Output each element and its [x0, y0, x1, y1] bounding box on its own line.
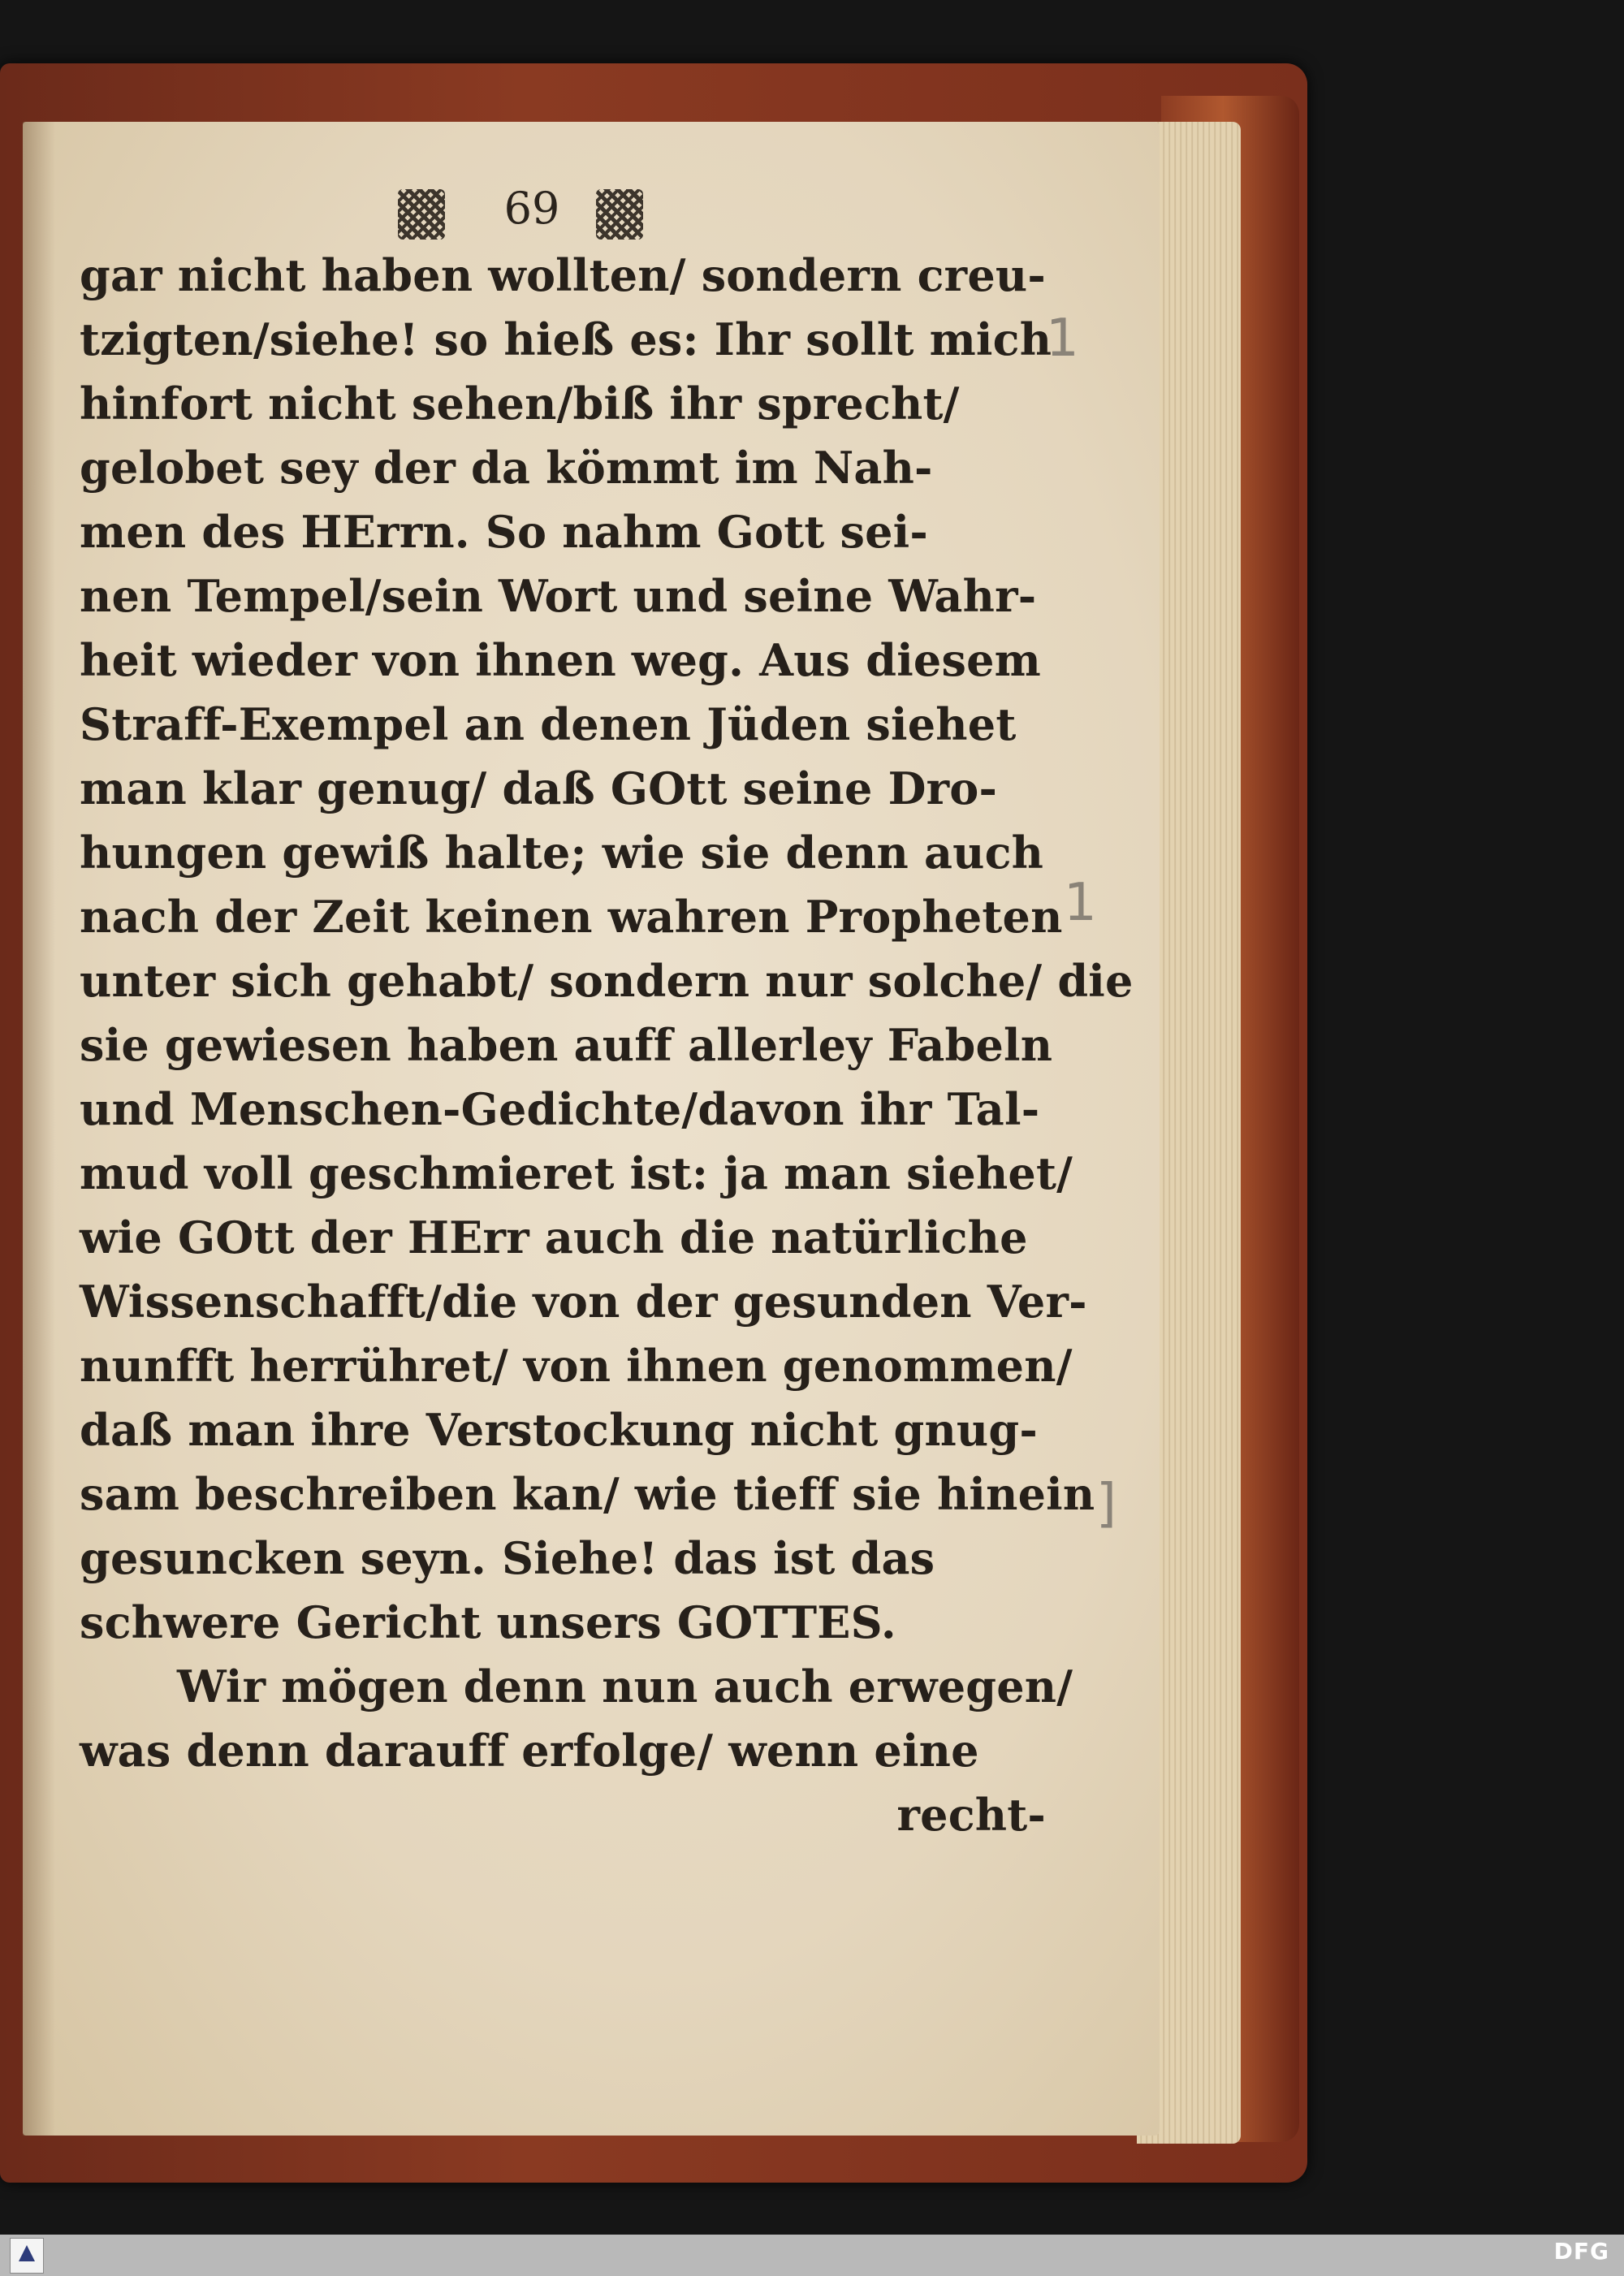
dfg-logo: DFG	[1553, 2238, 1609, 2265]
text-line: daß man ihre Verstockung nicht gnug-	[80, 1404, 1038, 1456]
text-line: gar nicht haben wollten/ sondern creu-	[80, 249, 1046, 301]
text-line: tzigten/siehe! so hieß es: Ihr sollt mich	[80, 313, 1052, 365]
text-line: wie GOtt der HErr auch die natürliche	[80, 1211, 1028, 1263]
margin-mark: 1	[1064, 873, 1097, 933]
text-line: nach der Zeit keinen wahren Propheten	[80, 891, 1063, 943]
text-line: hungen gewiß halte; wie sie denn auch	[80, 827, 1044, 879]
text-line: nunfft herrühret/ von ihnen genommen/	[80, 1340, 1073, 1392]
text-line: was denn darauff erfolge/ wenn eine	[80, 1725, 979, 1777]
text-line: Straff-Exempel an denen Jüden siehet	[80, 698, 1017, 750]
library-mark-icon	[19, 2245, 35, 2261]
text-line: hinfort nicht sehen/biß ihr sprecht/	[80, 378, 960, 430]
text-line: nen Tempel/sein Wort und seine Wahr-	[80, 570, 1037, 622]
text-line: gesuncken seyn. Siehe! das ist das	[80, 1532, 935, 1584]
ornament-right-icon	[596, 189, 643, 240]
text-line: sam beschreiben kan/ wie tieff sie hinein	[80, 1468, 1095, 1520]
text-line: sie gewiesen haben auff allerley Fabeln	[80, 1019, 1053, 1071]
text-line: men des HErrn. So nahm Gott sei-	[80, 506, 928, 558]
text-line: schwere Gericht unsers GOTTES.	[80, 1596, 896, 1648]
margin-mark: ]	[1096, 1474, 1116, 1534]
text-line: man klar genug/ daß GOtt seine Dro-	[80, 762, 998, 814]
text-line: unter sich gehabt/ sondern nur solche/ die	[80, 955, 1134, 1007]
text-line: gelobet sey der da kömmt im Nah-	[80, 442, 933, 494]
text-line: mud voll geschmieret ist: ja man siehet/	[80, 1147, 1073, 1199]
text-line: heit wieder von ihnen weg. Aus diesem	[80, 634, 1041, 686]
margin-mark: 1	[1046, 309, 1079, 369]
page-text	[80, 244, 1134, 1847]
gutter-shadow	[23, 122, 55, 2136]
catchword: recht-	[896, 1789, 1046, 1841]
text-line: und Menschen-Gedichte/davon ihr Tal-	[80, 1083, 1040, 1135]
page-number: 69	[503, 183, 560, 234]
ornament-left-icon	[398, 189, 445, 240]
library-logo-icon	[10, 2238, 44, 2274]
viewer-footer	[0, 2235, 1624, 2276]
text-line: Wir mögen denn nun auch erwegen/	[177, 1661, 1073, 1712]
text-line: Wissenschafft/die von der gesunden Ver-	[80, 1276, 1087, 1328]
